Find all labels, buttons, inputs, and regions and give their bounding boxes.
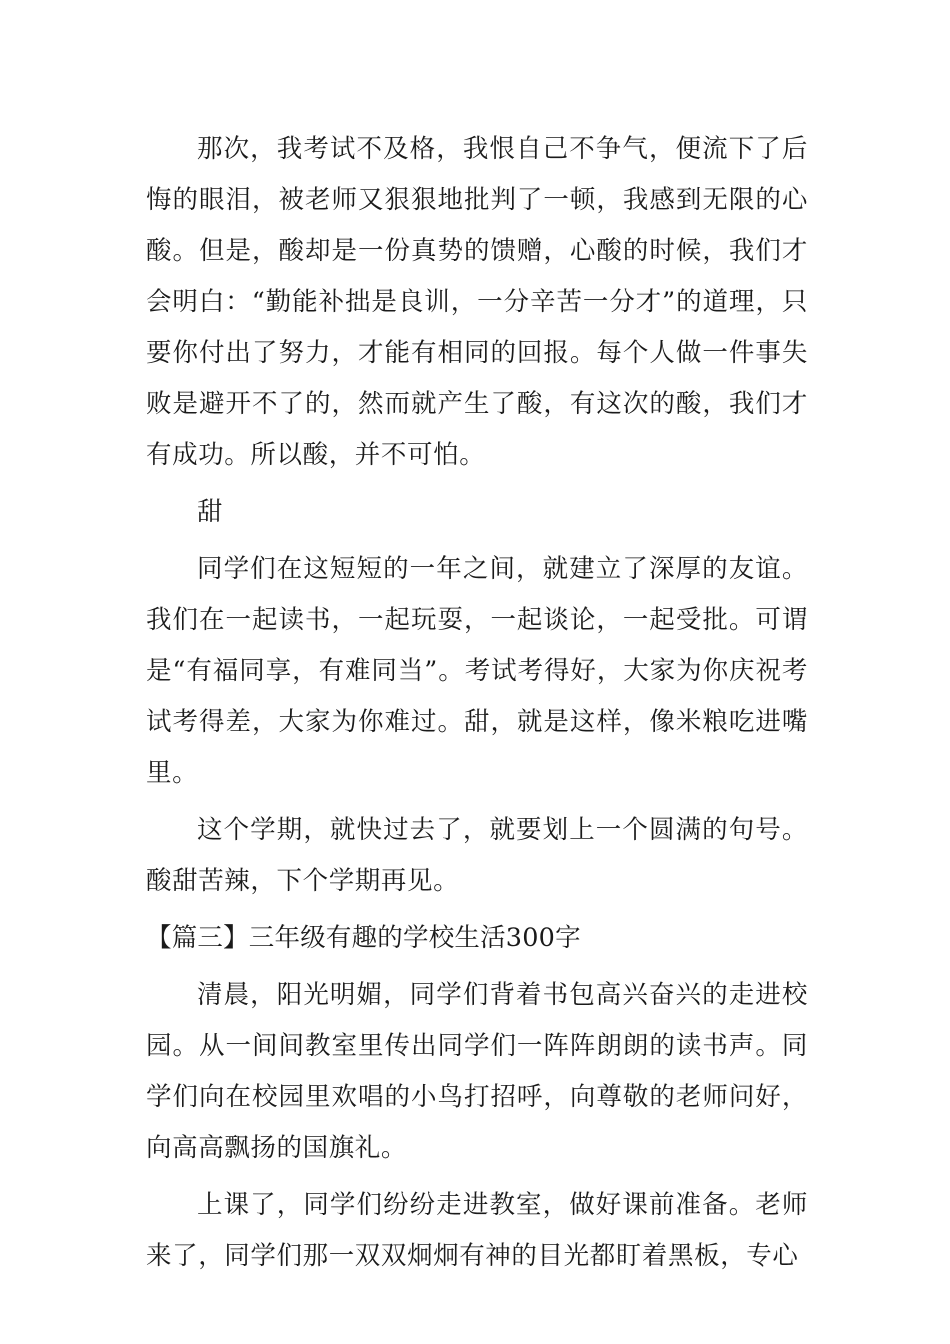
paragraph-semester-end: 这个学期，就快过去了，就要划上一个圆满的句号。酸甜苦辣，下个学期再见。 xyxy=(146,815,808,896)
section-heading: 【篇三】三年级有趣的学校生活300字 xyxy=(146,923,581,953)
document-body xyxy=(146,124,808,1282)
paragraph-sweet-friendship: 同学们在这短短的一年之间，就建立了深厚的友谊。我们在一起读书，一起玩耍，一起谈论，一起受批。可谓是“有福同享，有难同当”。考试考得好，大家为你庆祝考试考得差，大家为你难过。甜，就是这样，像米粮吃进嘴里。 xyxy=(146,554,808,788)
paragraph-sour-reflection: 那次，我考试不及格，我恨自己不争气，便流下了后悔的眼泪，被老师又狠狠地批判了一顿，我感到无限的心酸。但是，酸却是一份真势的馈赠，心酸的时候，我们才会明白：“勤能补拙是良训，一分辛苦一分才”的道理，只要你付出了努力，才能有相同的回报。每个人做一件事失败是避开不了的，然而就产生了酸，有这次的酸，我们才有成功。所以酸，并不可怕。 xyxy=(146,134,808,470)
paragraph-sweet-title: 甜 xyxy=(197,497,224,527)
paragraph-morning: 清晨，阳光明媚，同学们背着书包高兴奋兴的走进校园。从一间间教室里传出同学们一阵阵朗朗的读书声。同学们向在校园里欢唱的小鸟打招呼，向尊敬的老师问好，向高高飘扬的国旗礼。 xyxy=(146,980,808,1163)
paragraph-class-begins: 上课了，同学们纷纷走进教室，做好课前准备。老师来了，同学们那一双双炯炯有神的目光都盯着黑板，专心 xyxy=(146,1190,808,1271)
